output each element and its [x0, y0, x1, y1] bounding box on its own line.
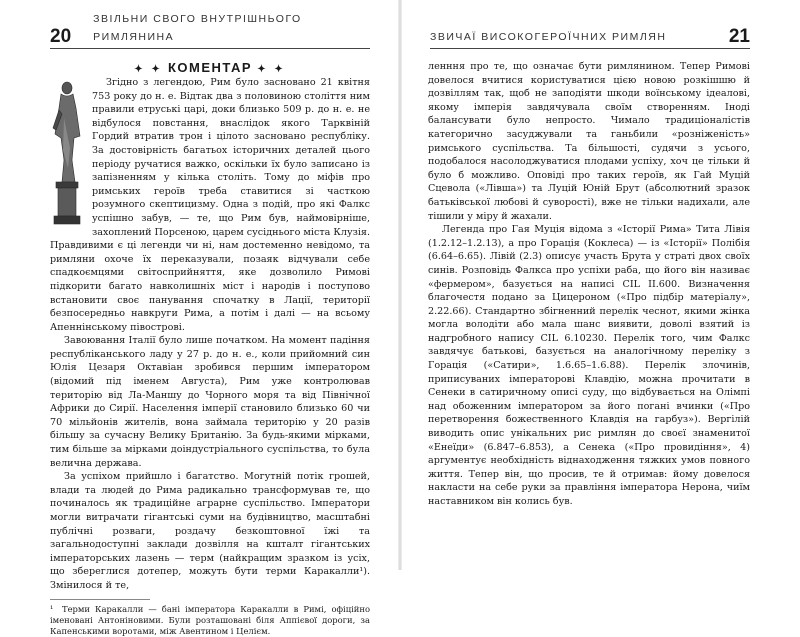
right-page	[400, 0, 800, 570]
right-running-title: ЗВИЧАЇ ВИСОКОГЕРОЇЧНИХ РИМЛЯН	[430, 31, 667, 43]
ornament-left-icon: ✦ ✦	[134, 64, 163, 75]
right-running-head	[430, 26, 750, 49]
left-running-title: ЗВІЛЬНИ СВОГО ВНУТРІШНЬОГО РИМЛЯНИНА	[93, 13, 302, 43]
ornament-right-icon: ✦ ✦	[257, 64, 286, 75]
left-page	[0, 0, 400, 636]
left-page-number: 20	[50, 26, 72, 47]
statue-illustration-icon	[50, 78, 84, 226]
footnote-divider	[50, 599, 150, 600]
right-body-text	[428, 60, 750, 509]
paragraph: ленння про те, що означає бути римлянином. Тепер Римові довелося вчитися користуватися цією новою розкішшю й дозвіллям так, щоб не заподіяти шкоди воїнському ідеалові, якому імперія завдячувала своїм створенням. Іноді балансувати було непросто. Чимало традиціоналістів категорично засуджували та ганьбили «розніженість» римського суспільства. Та більшості, судячи з усього, подобалося насолоджуватися плодами успіху, хоч це тільки й було б можливо. Оповіді про таких героїв, як Гай Муцій Сцевола («Лівша») та Луцій Юній Брут (абсолютний зразок батьківської любові й суворості), вже не тільки надихали, але тішили у міру й жахали.	[428, 61, 750, 222]
left-body-text	[50, 76, 370, 637]
paragraph: Легенда про Гая Муція відома з «Історії Рима» Тита Лівія (1.2.12–1.2.13), а про Горація (Коклеса) — із «Історії» Полібія (6.64–6.65). Лівій (2.3) описує участь Брута у страті двох своїх синів. Розповідь Фалкса про успіхи раба, що його він називає «фермером», базується на написі CIL II.600. Визначення благочестя подано за Цицероном («Про підбір матеріалу», 2.22.66). Стандартно збігненний перелік чеснот, якими жінка могла володіти або мала шанс виявити, доволі взятий із надгробного напису CIL 6.10230. Перелік того, чим Фалкс завдячує батькові, базується на аналогічному переліку з Горація («Сатири», 1.6.65–1.6.88). Перелік злочинів, приписуваних імператорові Клавдію, можна прочитати в Сенеки в сатиричному описі суду, що відбувається на Олімпі над обоженним імператором за його погані вчинки («Про перетворення божественного Клавдія на гарбуз»). Вергілій виводить опис унікальних рис римлян до своєї знаменитої «Енеїди» (6.847–6.853), а Сенека («Про провидіння», 4) аргументує необхідність віднаходження тяжких умов повного життя. Тепер він, що просив, те й отримав: йому довелося накласти на себе руки за правління імператора Нерона, чиїм наставником він колись був.	[428, 224, 750, 507]
paragraph: За успіхом прийшло і багатство. Могутній потік грошей, влади та людей до Рима радикально трансформував те, що починалось як традиційне аграрне суспільство. Імператори могли витрачати гігантські суми на будівництво, масштабні публічні розваги, роздачу безкоштовної їжі та загальнодоступні заклади дозвілля на кшталт гігантських імператорських лазень — терм (найкращим зразком із усіх, що збереглися дотепер, можуть бути терми Каракалли¹). Змінилося й те,	[50, 471, 370, 591]
footnote-mark: ¹	[50, 603, 54, 614]
paragraph: Згідно з легендою, Рим було засновано 21 квітня 753 року до н. е. Відтак два з половиною століття ним правили етруські царі, доки близько 509 р. до н. е. не відбулося повстання, внаслідок якого Тарквіній Гордий втратив трон і цілото засновано республіку. За достовірність багатьох історичних деталей цього періоду ручатися важко, оскільки їх було записано із запізненням у кілька століть. Тому до міфів про римських героїв треба ставитися зі часткою розумного скептицизму. Одна з подій, про які Фалкс успішно забув, — те, що Рим був, наймовірніше, захоплений Порсеною, царем сусіднього міста Клузія. Правдивими є ці легенди чи ні, нам достеменно невідомо, та римляни охоче їх переказували, позаяк відчували себе спадкоємцями світосприйняття, яке дозволило Римові підкорити багато навколишніх міст і народів і поступово встановити своє панування спочатку в Лації, території безпосередньо навкруги Рима, а потім і далі — на всьому Апеннінському півострові.	[50, 77, 370, 333]
section-heading	[50, 60, 370, 75]
paragraph: Завоювання Італії було лише початком. На момент падіння республіканського ладу у 27 р. до н. е., коли прийомний син Юлія Цезаря Октавіан зробився першим імператором (відомий під іменем Августа), Рим уже контролював територію від Ла-Маншу до Чорного моря та від Північної Африки до Сирії. Населення імперії становило близько 60 чи 70 мільйонів жителів, вона займала територію у 20 разів більшу за сучасну Велику Британію. За будь-якими мірками, тим більше за мірками доіндустріального суспільства, то була велична держава.	[50, 335, 370, 469]
right-page-number: 21	[728, 26, 750, 47]
footnote-text: Терми Каракалли — бані імператора Каракалли в Римі, офіційно іменовані Антоніновими. Були розташовані біля Аппієвої дороги, за Капенськими воротами, між Авентином і Целієм.	[50, 603, 370, 636]
footnote	[50, 604, 370, 637]
section-title: КОМЕНТАР	[167, 60, 253, 75]
left-running-head	[50, 13, 370, 49]
